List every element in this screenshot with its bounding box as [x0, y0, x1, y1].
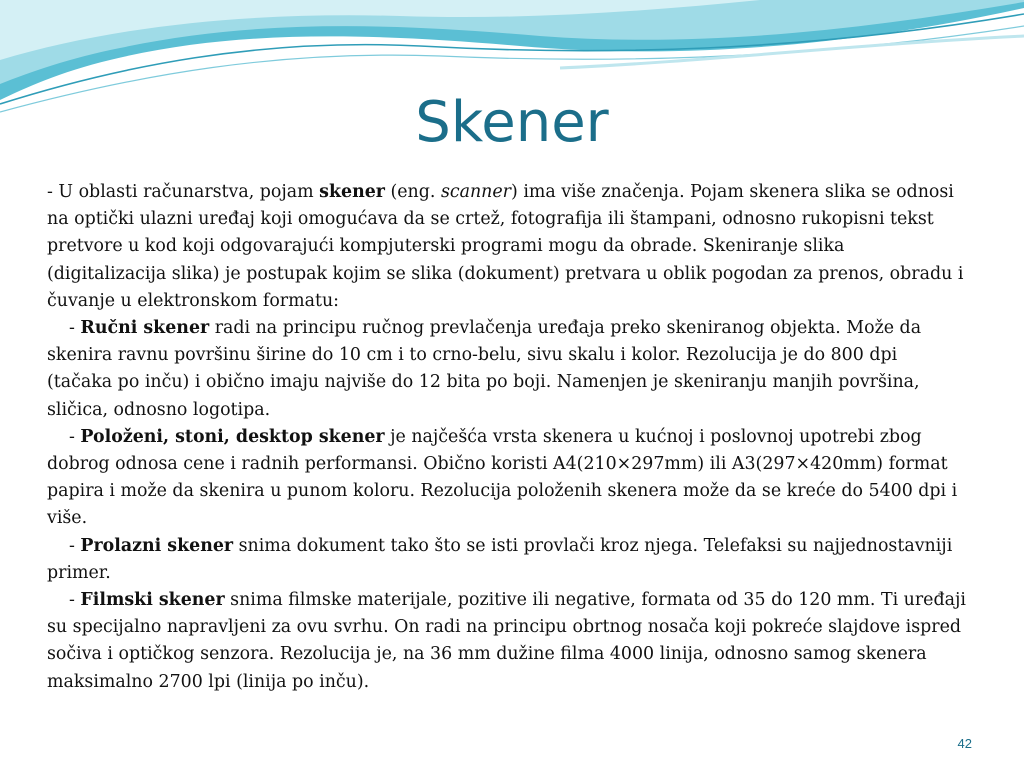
list-item-rucni — [47, 315, 967, 424]
intro-text-2: (eng. — [384, 182, 441, 202]
intro-paragraph — [47, 179, 967, 315]
item-prefix: - — [69, 426, 81, 447]
item-term: Položeni, stoni, desktop skener — [80, 426, 385, 447]
item-description: radi na principu ručnog prevlačenja uređaja preko skeniranog objekta. Može da skenira ravnu površinu širine do 10 cm i to crno-belu, sivu skalu i kolor. Rezolucija je do 800 dpi (tačaka po inču) i obično imaju najviše do 12 bita po boji. Namenjen je skeniranju manjih površina, sličica, odnosno logotipa. — [47, 318, 922, 420]
intro-italic-scanner: scanner — [440, 182, 511, 202]
page-number: 42 — [957, 736, 972, 751]
list-item-prolazni — [47, 533, 967, 587]
item-term: Ručni skener — [80, 318, 210, 339]
slide-body — [47, 179, 967, 696]
slide-title: Skener — [415, 90, 609, 155]
item-description: snima dokument tako što se isti provlači kroz njega. Telefaksi su najjednostavniji primer. — [47, 535, 953, 583]
intro-text-1: - U oblasti računarstva, pojam — [47, 182, 320, 202]
item-prefix: - — [69, 535, 81, 556]
list-item-filmski — [47, 587, 967, 696]
intro-bold-skener: skener — [319, 182, 385, 202]
item-term: Filmski skener — [80, 590, 225, 611]
item-term: Prolazni skener — [80, 535, 234, 556]
item-description: je najčešća vrsta skenera u kućnoj i poslovnoj upotrebi zbog dobrog odnosa cene i radnih performansi. Obično koristi A4(210×297mm) ili A3(297×420mm) format papira i može da skenira u punom koloru. Rezolucija položenih skenera može da se kreće do 5400 dpi i više. — [47, 426, 958, 529]
item-description: snima filmske materijale, pozitive ili negative, formata od 35 do 120 mm. Ti uređaji su specijalno napravljeni za ovu svrhu. On radi na principu obrtnog nosača koji pokreće slajdove ispred sočiva i optičkog senzora. Rezolucija je, na 36 mm dužine filma 4000 linija, odnosno samog skenera maksimalno 2700 lpi (linija po inču). — [47, 590, 966, 692]
list-item-polozeni — [47, 424, 967, 533]
item-prefix: - — [69, 590, 81, 611]
item-prefix: - — [69, 318, 81, 339]
intro-text-3: ) ima više značenja. Pojam skenera slika se odnosi na optički ulazni uređaj koji omogućava da se crtež, fotografija ili štampani, odnosno rukopisni tekst pretvore u kod koji odgovarajući kompjuterski programi mogu da obrade. Skeniranje slika (digitalizacija slika) je postupak kojim se slika (dokument) pretvara u oblik pogodan za prenos, obradu i čuvanje u elektronskom formatu: — [47, 182, 964, 311]
